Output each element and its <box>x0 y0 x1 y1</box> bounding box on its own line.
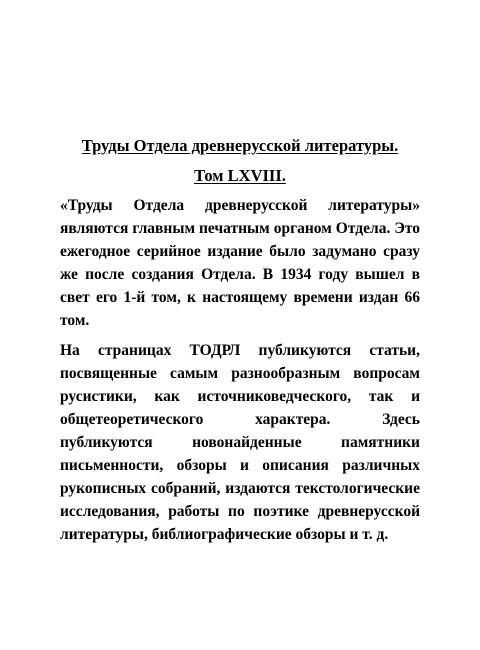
document-body <box>60 131 420 546</box>
intro-paragraph: «Труды Отдела древнерусской литературы» являются главным печатным органом Отдела. Это ежегодное серийное издание было задумано сразу же после создания Отдела. В 1934 году вышел в свет его 1-й том, к настоящему времени издан 66 том. <box>60 197 420 329</box>
volume-title: Том LXVIII. <box>194 166 286 185</box>
page-title: Труды Отдела древнерусской литературы. <box>81 136 399 155</box>
content-paragraph: На страницах ТОДРЛ публикуются статьи, посвященные самым разнообразным вопросам русистики, как источниковедческого, так и общетеоретического характера. Здесь публикуются новонайденные памятники письменности, обзоры и описания различных рукописных собраний, издаются текстологические исследования, работы по поэтике древнерусской литературы, библиографические обзоры и т. д. <box>60 342 420 543</box>
